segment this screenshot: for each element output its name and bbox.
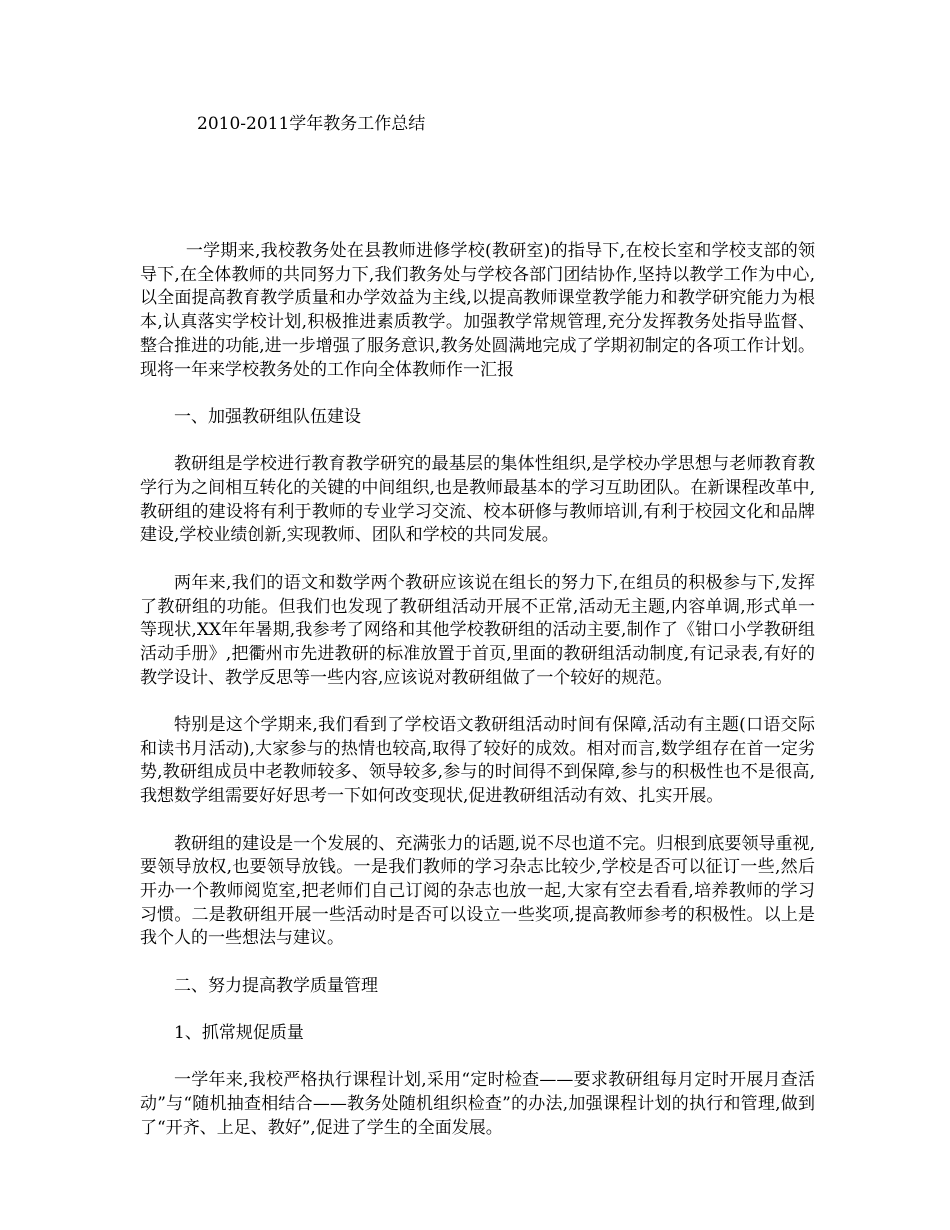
paragraph-two-years: 两年来,我们的语文和数学两个教研应该说在组长的努力下,在组员的积极参与下,发挥了教研组的功能。但我们也发现了教研组活动开展不正常,活动无主题,内容单调,形式单一等现状,XX年年暑期,我参考了网络和其他学校教研组的活动主要,制作了《钳口小学教研组活动手册》,把衢州市先进教研的标准放置于首页,里面的教研组活动制度,有记录表,有好的教学设计、教学反思等一些内容,应该说对教研组做了一个较好的规范。	[140, 572, 815, 688]
section-heading-1: 一、加强教研组队伍建设	[174, 406, 361, 427]
paragraph-intro: 一学期来,我校教务处在县教师进修学校(教研室)的指导下,在校长室和学校支部的领导下,在全体教师的共同努力下,我们教务处与学校各部门团结协作,坚持以教学工作为中心,以全面提高教育教学质量和办学效益为主线,以提高教师课堂教学能力和教学研究能力为根本,认真落实学校计划,积极推进素质教学。加强教学常规管理,充分发挥教务处指导监督、整合推进的功能,进一步增强了服务意识,教务处圆满地完成了学期初制定的各项工作计划。现将一年来学校教务处的工作向全体教师作一汇报	[140, 241, 815, 380]
paragraph-gap	[140, 382, 815, 406]
paragraph-gap	[140, 951, 815, 975]
paragraph-suggestions: 教研组的建设是一个发展的、充满张力的话题,说不尽也道不完。归根到底要领导重视,要领导放权,也要领导放钱。一是我们教师的学习杂志比较少,学校是否可以征订一些,然后开办一个教师阅览室,把老师们自己订阅的杂志也放一起,大家有空去看看,培养教师的学习习惯。二是教研组开展一些活动时是否可以设立一些奖项,提高教师参考的积极性。以上是我个人的一些想法与建议。	[140, 833, 815, 949]
document-body	[140, 240, 815, 1141]
paragraph-gap	[140, 809, 815, 833]
paragraph-gap	[140, 430, 815, 454]
document-title: 2010-2011学年教务工作总结	[197, 114, 426, 134]
subsection-heading-1: 1、抓常规促质量	[174, 1023, 304, 1044]
paragraph-gap	[140, 998, 815, 1022]
paragraph-gap	[140, 1046, 815, 1070]
paragraph-gap	[140, 690, 815, 714]
section-heading-2: 二、努力提高教学质量管理	[174, 975, 378, 996]
paragraph-gap	[140, 548, 815, 572]
paragraph-this-term: 特别是这个学期来,我们看到了学校语文教研组活动时间有保障,活动有主题(口语交际和读书月活动),大家参与的热情也较高,取得了较好的成效。相对而言,数学组存在首一定劣势,教研组成员中老教师较多、领导较多,参与的时间得不到保障,参与的积极性也不是很高,我想数学组需要好好思考一下如何改变现状,促进教研组活动有效、扎实开展。	[140, 715, 815, 807]
paragraph-research-group: 教研组是学校进行教育教学研究的最基层的集体性组织,是学校办学思想与老师教育教学行为之间相互转化的关键的中间组织,也是教师最基本的学习互助团队。在新课程改革中,教研组的建设将有利于教师的专业学习交流、校本研修与教师培训,有利于校园文化和品牌建设,学校业绩创新,实现教师、团队和学校的共同发展。	[140, 454, 815, 546]
paragraph-curriculum: 一学年来,我校严格执行课程计划,采用“定时检查——要求教研组每月定时开展月查活动”与“随机抽查相结合——教务处随机组织检查”的办法,加强课程计划的执行和管理,做到了“开齐、上足、教好”,促进了学生的全面发展。	[140, 1070, 815, 1138]
